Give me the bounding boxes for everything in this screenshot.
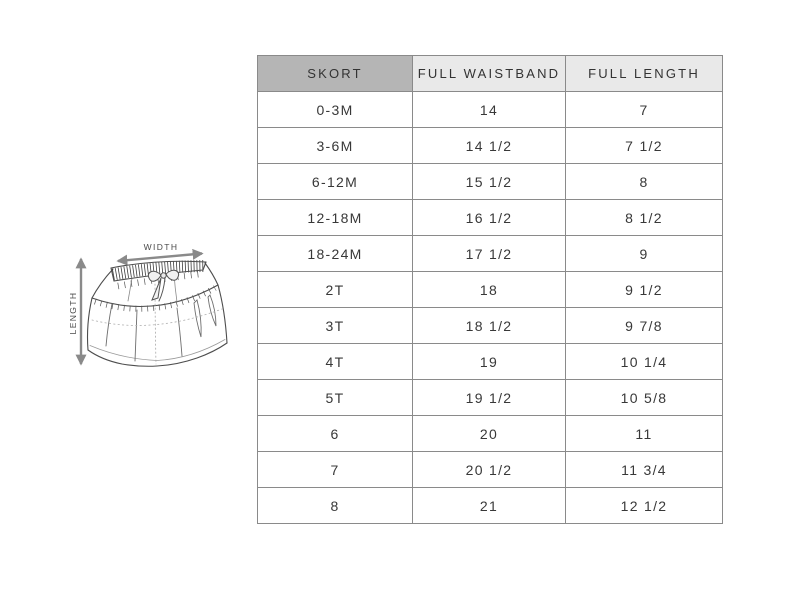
waistband-cell: 18	[413, 272, 566, 308]
waistband-cell: 18 1/2	[413, 308, 566, 344]
skirt-drawing	[88, 261, 228, 366]
length-cell: 12 1/2	[566, 488, 723, 524]
length-cell: 11	[566, 416, 723, 452]
length-cell: 9	[566, 236, 723, 272]
col-header-skort: SKORT	[258, 56, 413, 92]
size-cell: 4T	[258, 344, 413, 380]
length-label: LENGTH	[68, 291, 78, 335]
table-row	[258, 128, 723, 164]
size-cell: 3T	[258, 308, 413, 344]
size-cell: 7	[258, 452, 413, 488]
size-cell: 3-6M	[258, 128, 413, 164]
table-row	[258, 416, 723, 452]
size-cell: 2T	[258, 272, 413, 308]
waistband-cell: 14	[413, 92, 566, 128]
table-body	[258, 92, 723, 524]
skort-illustration	[52, 228, 244, 380]
header-row	[258, 56, 723, 92]
size-cell: 18-24M	[258, 236, 413, 272]
length-cell: 8 1/2	[566, 200, 723, 236]
size-chart-table	[257, 55, 723, 524]
size-cell: 8	[258, 488, 413, 524]
waistband-cell: 16 1/2	[413, 200, 566, 236]
table-row	[258, 380, 723, 416]
table-row	[258, 488, 723, 524]
length-cell: 8	[566, 164, 723, 200]
table-row	[258, 164, 723, 200]
waistband-cell: 20	[413, 416, 566, 452]
length-cell: 11 3/4	[566, 452, 723, 488]
table-row	[258, 236, 723, 272]
size-cell: 6	[258, 416, 413, 452]
size-cell: 0-3M	[258, 92, 413, 128]
bow	[148, 270, 178, 301]
waistband-cell: 15 1/2	[413, 164, 566, 200]
size-cell: 6-12M	[258, 164, 413, 200]
length-cell: 10 1/4	[566, 344, 723, 380]
length-cell: 7 1/2	[566, 128, 723, 164]
length-cell: 9 7/8	[566, 308, 723, 344]
size-cell: 12-18M	[258, 200, 413, 236]
table-row	[258, 344, 723, 380]
width-arrow	[118, 254, 202, 262]
waistband-cell: 14 1/2	[413, 128, 566, 164]
waistband-cell: 19	[413, 344, 566, 380]
table-row	[258, 452, 723, 488]
waistband-cell: 20 1/2	[413, 452, 566, 488]
table-row	[258, 92, 723, 128]
waistband-cell: 19 1/2	[413, 380, 566, 416]
table-row	[258, 200, 723, 236]
waistband-cell: 17 1/2	[413, 236, 566, 272]
col-header-full-length: FULL LENGTH	[566, 56, 723, 92]
width-label: WIDTH	[143, 242, 179, 252]
length-cell: 7	[566, 92, 723, 128]
waistband-cell: 21	[413, 488, 566, 524]
table-row	[258, 308, 723, 344]
size-cell: 5T	[258, 380, 413, 416]
col-header-full-waistband: FULL WAISTBAND	[413, 56, 566, 92]
length-cell: 10 5/8	[566, 380, 723, 416]
length-cell: 9 1/2	[566, 272, 723, 308]
table-row	[258, 272, 723, 308]
